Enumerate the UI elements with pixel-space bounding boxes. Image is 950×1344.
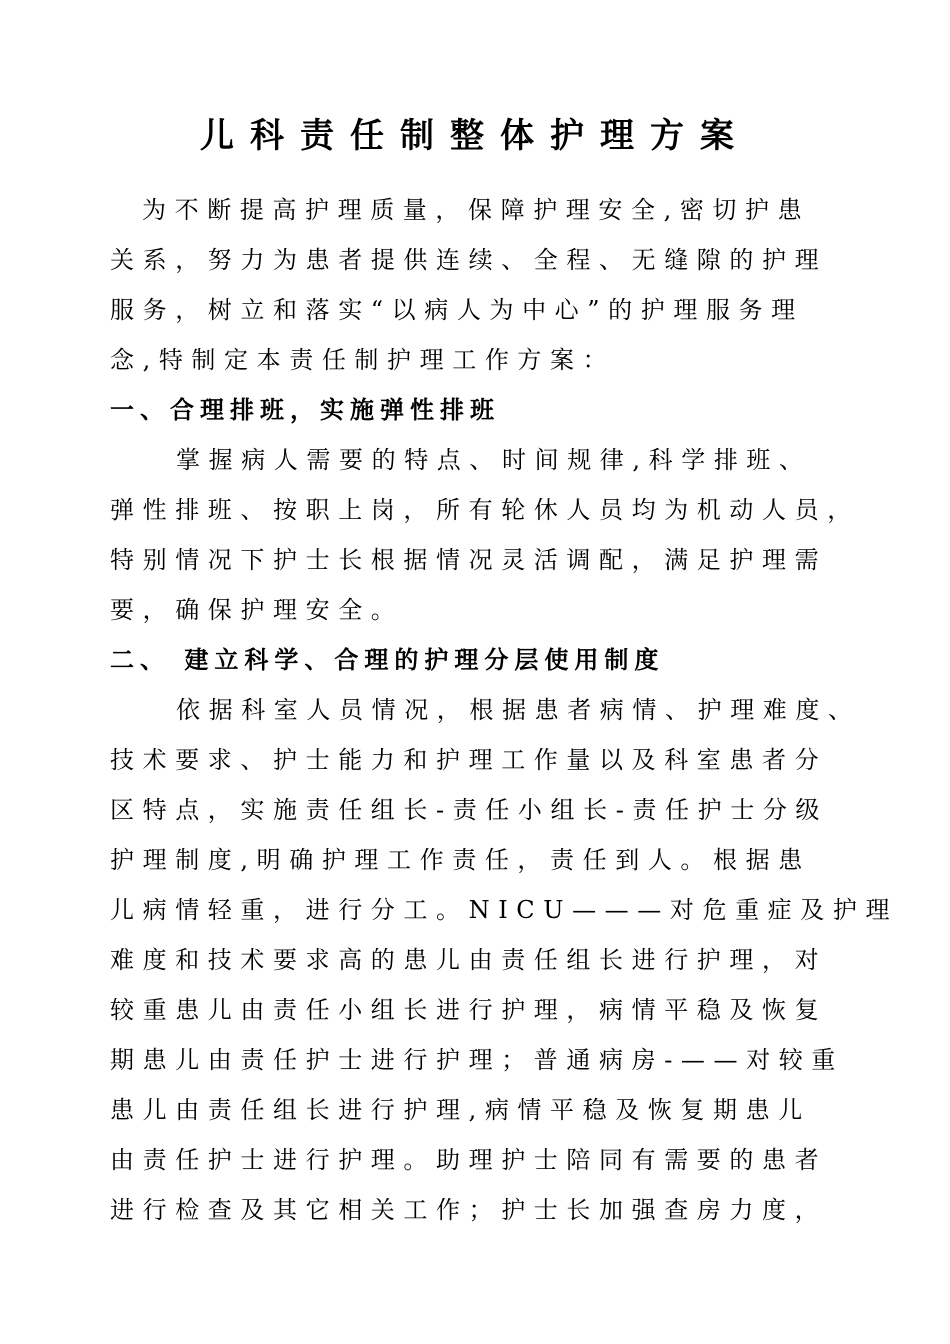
- section-2-line-8: 期患儿由责任护士进行护理；普通病房-——对较重: [110, 1046, 844, 1074]
- section-1-line-3: 特别情况下护士长根据情况灵活调配，满足护理需: [110, 546, 828, 574]
- section-1-line-1: 掌握病人需要的特点、时间规律,科学排班、: [176, 446, 812, 474]
- section-1-line-4: 要，确保护理安全。: [110, 596, 404, 624]
- section-1-heading: 一、合理排班，实施弹性排班: [110, 396, 500, 424]
- intro-line-2: 关系，努力为患者提供连续、全程、无缝隙的护理: [110, 246, 828, 274]
- section-2-line-1: 依据科室人员情况，根据患者病情、护理难度、: [176, 696, 861, 724]
- section-2-line-7: 较重患儿由责任小组长进行护理，病情平稳及恢复: [110, 996, 828, 1024]
- section-2-line-6: 难度和技术要求高的患儿由责任组长进行护理，对: [110, 946, 828, 974]
- section-2-line-5: 儿病情轻重，进行分工。NICU———对危重症及护理: [110, 896, 899, 924]
- section-2-line-2: 技术要求、护士能力和护理工作量以及科室患者分: [110, 746, 828, 774]
- document-title: 儿科责任制整体护理方案: [200, 116, 750, 156]
- section-1-line-2: 弹性排班、按职上岗，所有轮休人员均为机动人员，: [110, 496, 860, 524]
- section-2-line-4: 护理制度,明确护理工作责任，责任到人。根据患: [110, 846, 811, 874]
- intro-line-4: 念,特制定本责任制护理工作方案：: [110, 346, 616, 374]
- intro-line-3: 服务，树立和落实“以病人为中心”的护理服务理: [110, 296, 804, 324]
- section-2-line-9: 患儿由责任组长进行护理,病情平稳及恢复期患儿: [110, 1096, 811, 1124]
- section-2-line-10: 由责任护士进行护理。助理护士陪同有需要的患者: [110, 1146, 828, 1174]
- section-2-line-11: 进行检查及其它相关工作；护士长加强查房力度，: [110, 1196, 828, 1224]
- section-2-heading: 二、 建立科学、合理的护理分层使用制度: [110, 646, 665, 674]
- section-2-line-3: 区特点，实施责任组长-责任小组长-责任护士分级: [110, 796, 829, 824]
- intro-line-1: 为不断提高护理质量，保障护理安全,密切护患: [142, 196, 811, 224]
